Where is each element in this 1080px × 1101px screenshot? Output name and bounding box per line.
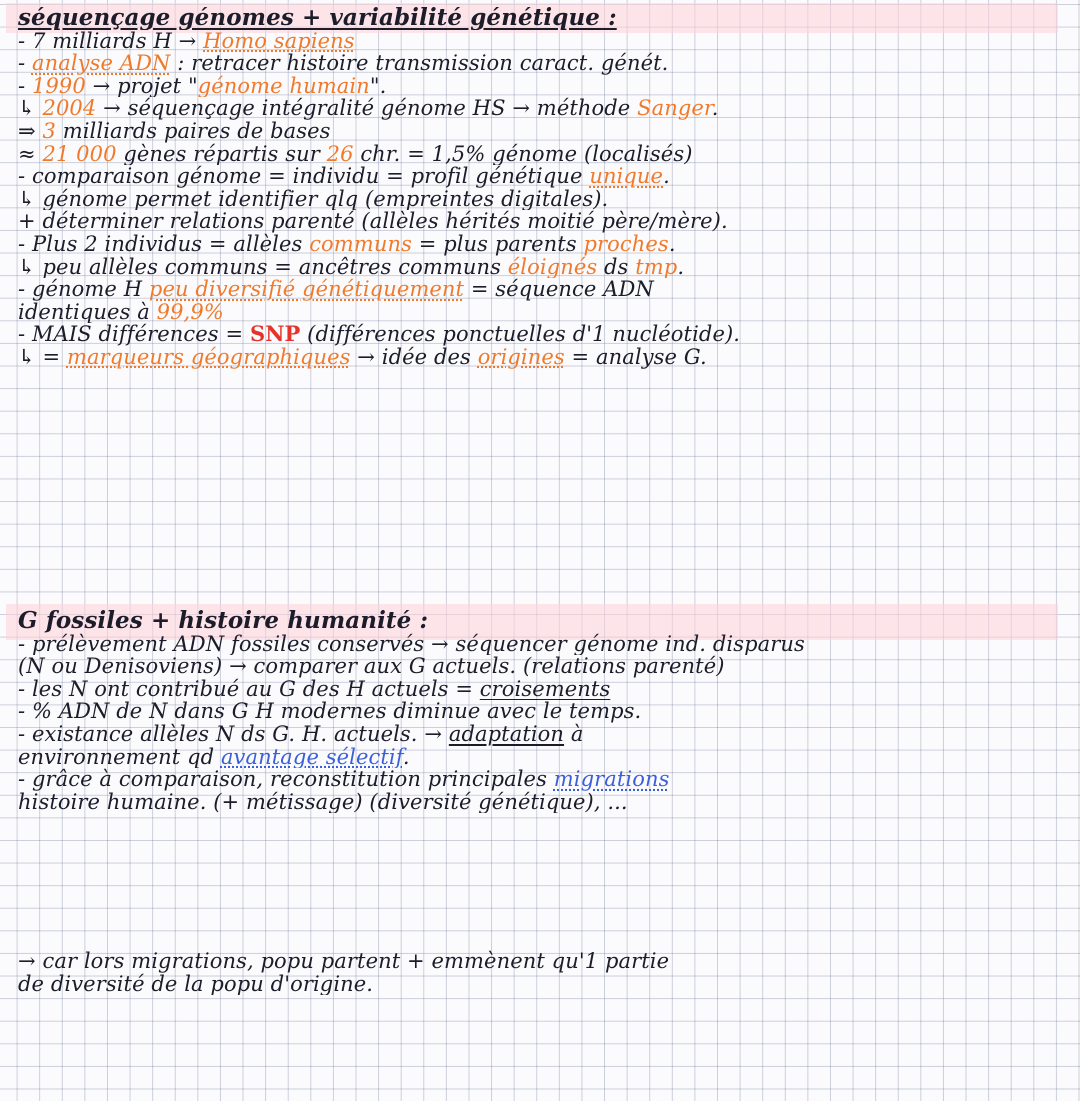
underlined-text: adaptation <box>448 722 565 746</box>
text: (N ou Denisoviens) → comparer aux G actuels. (relations parenté) <box>18 655 725 678</box>
highlight-text: proches <box>583 232 669 256</box>
highlight-text: peu diversifié génétiquement <box>148 278 465 301</box>
note-line <box>18 655 1066 678</box>
highlight-text: avantage sélectif <box>220 745 403 769</box>
highlight-text: tmp <box>635 255 678 279</box>
note-line <box>18 30 1066 53</box>
highlight-text: unique <box>589 165 664 188</box>
note-line <box>18 791 1066 814</box>
note-line <box>18 165 1066 188</box>
text: . <box>402 745 410 769</box>
section-title <box>18 610 1066 633</box>
text: à <box>564 722 584 746</box>
text: ⇒ <box>18 119 43 143</box>
highlight-text: 2004 <box>42 97 97 120</box>
text: = analyse G. <box>564 345 707 369</box>
text: ≈ <box>18 142 43 166</box>
highlight-text: 99,9% <box>156 300 224 324</box>
note-line <box>18 233 1066 256</box>
note-line <box>18 973 1066 996</box>
text: = plus parents <box>411 232 584 256</box>
text: - <box>18 52 32 75</box>
note-line <box>18 97 1066 120</box>
note-line <box>18 700 1066 723</box>
text: - <box>18 74 32 98</box>
note-line <box>18 768 1066 791</box>
highlight-text: éloignés <box>507 255 598 279</box>
text: + déterminer relations parenté (allèles hérités moitié père/mère). <box>18 210 728 233</box>
text: - MAIS différences = <box>18 323 250 346</box>
highlight-text: 26 <box>326 142 354 166</box>
highlight-text: génome humain <box>197 74 370 98</box>
section-migrations-note <box>18 950 1066 995</box>
section-title <box>18 7 1066 30</box>
note-line <box>18 256 1066 279</box>
text: : retracer histoire transmission caract. génét. <box>170 52 669 75</box>
text: . <box>668 232 676 256</box>
note-line <box>18 278 1066 301</box>
note-line <box>18 346 1066 369</box>
text: (différences ponctuelles d'1 nucléotide). <box>300 323 741 346</box>
highlight-text: analyse ADN <box>31 52 171 75</box>
section-genome-sequencing <box>18 7 1066 369</box>
highlight-text: 1990 <box>31 74 86 98</box>
text: → séquençage intégralité génome HS → méthode <box>96 97 638 120</box>
note-line <box>18 323 1066 346</box>
text: de diversité de la popu d'origine. <box>18 972 374 996</box>
text: histoire humaine. (+ métissage) (diversité génétique), ... <box>18 790 628 814</box>
title-text: G fossiles + histoire humanité : <box>18 610 429 633</box>
text: - prélèvement ADN fossiles conservés → séquencer génome ind. disparus <box>18 632 805 656</box>
text: - génome H <box>18 278 149 301</box>
note-line <box>18 301 1066 324</box>
note-line <box>18 746 1066 769</box>
highlight-text: Sanger <box>637 97 712 120</box>
highlight-text: communs <box>309 232 412 256</box>
note-line <box>18 188 1066 211</box>
highlight-text: migrations <box>553 768 670 791</box>
text: ↳ <box>18 97 43 120</box>
text: ". <box>369 74 387 98</box>
text: - 7 milliards H → <box>18 29 204 53</box>
text: ↳ = <box>18 345 67 369</box>
highlight-text: marqueurs géographiques <box>66 345 351 369</box>
note-line <box>18 633 1066 656</box>
highlight-text: SNP <box>249 323 301 346</box>
text: ds <box>597 255 636 279</box>
note-line <box>18 210 1066 233</box>
note-line <box>18 52 1066 75</box>
text: - existance allèles N ds G. H. actuels. → <box>18 722 449 746</box>
text: - % ADN de N dans G H modernes diminue avec le temps. <box>18 700 642 723</box>
highlight-text: origines <box>477 345 565 369</box>
text: milliards paires de bases <box>55 119 331 143</box>
underlined-text: croisements <box>479 677 611 701</box>
highlight-text: 21 000 <box>42 142 117 166</box>
text: - grâce à comparaison, reconstitution principales <box>18 768 554 791</box>
text: - les N ont contribué au G des H actuels = <box>18 677 480 701</box>
note-line <box>18 143 1066 166</box>
text: = séquence ADN <box>464 278 654 301</box>
text: ↳ peu allèles communs = ancêtres communs <box>18 255 508 279</box>
text: . <box>711 97 719 120</box>
text: identiques à <box>18 300 157 324</box>
text: → idée des <box>350 345 478 369</box>
text: → projet " <box>85 74 198 98</box>
text: chr. = 1,5% génome (localisés) <box>353 142 693 166</box>
note-line <box>18 723 1066 746</box>
note-line <box>18 75 1066 98</box>
text: environnement qd <box>18 745 221 769</box>
text: . <box>663 165 670 188</box>
section-fossil-genomes <box>18 610 1066 813</box>
text: . <box>677 255 685 279</box>
text: ↳ génome permet identifier qlq (empreintes digitales). <box>18 187 609 211</box>
text: - comparaison génome = individu = profil génétique <box>18 165 590 188</box>
note-line <box>18 950 1066 973</box>
text: → car lors migrations, popu partent + emmènent qu'1 partie <box>18 950 670 973</box>
text: - Plus 2 individus = allèles <box>18 232 310 256</box>
highlight-text: 3 <box>42 119 56 143</box>
text: gènes répartis sur <box>116 142 327 166</box>
note-line <box>18 678 1066 701</box>
title-text: séquençage génomes + variabilité génétique : <box>18 7 617 30</box>
highlight-text: Homo sapiens <box>203 29 355 53</box>
note-line <box>18 120 1066 143</box>
